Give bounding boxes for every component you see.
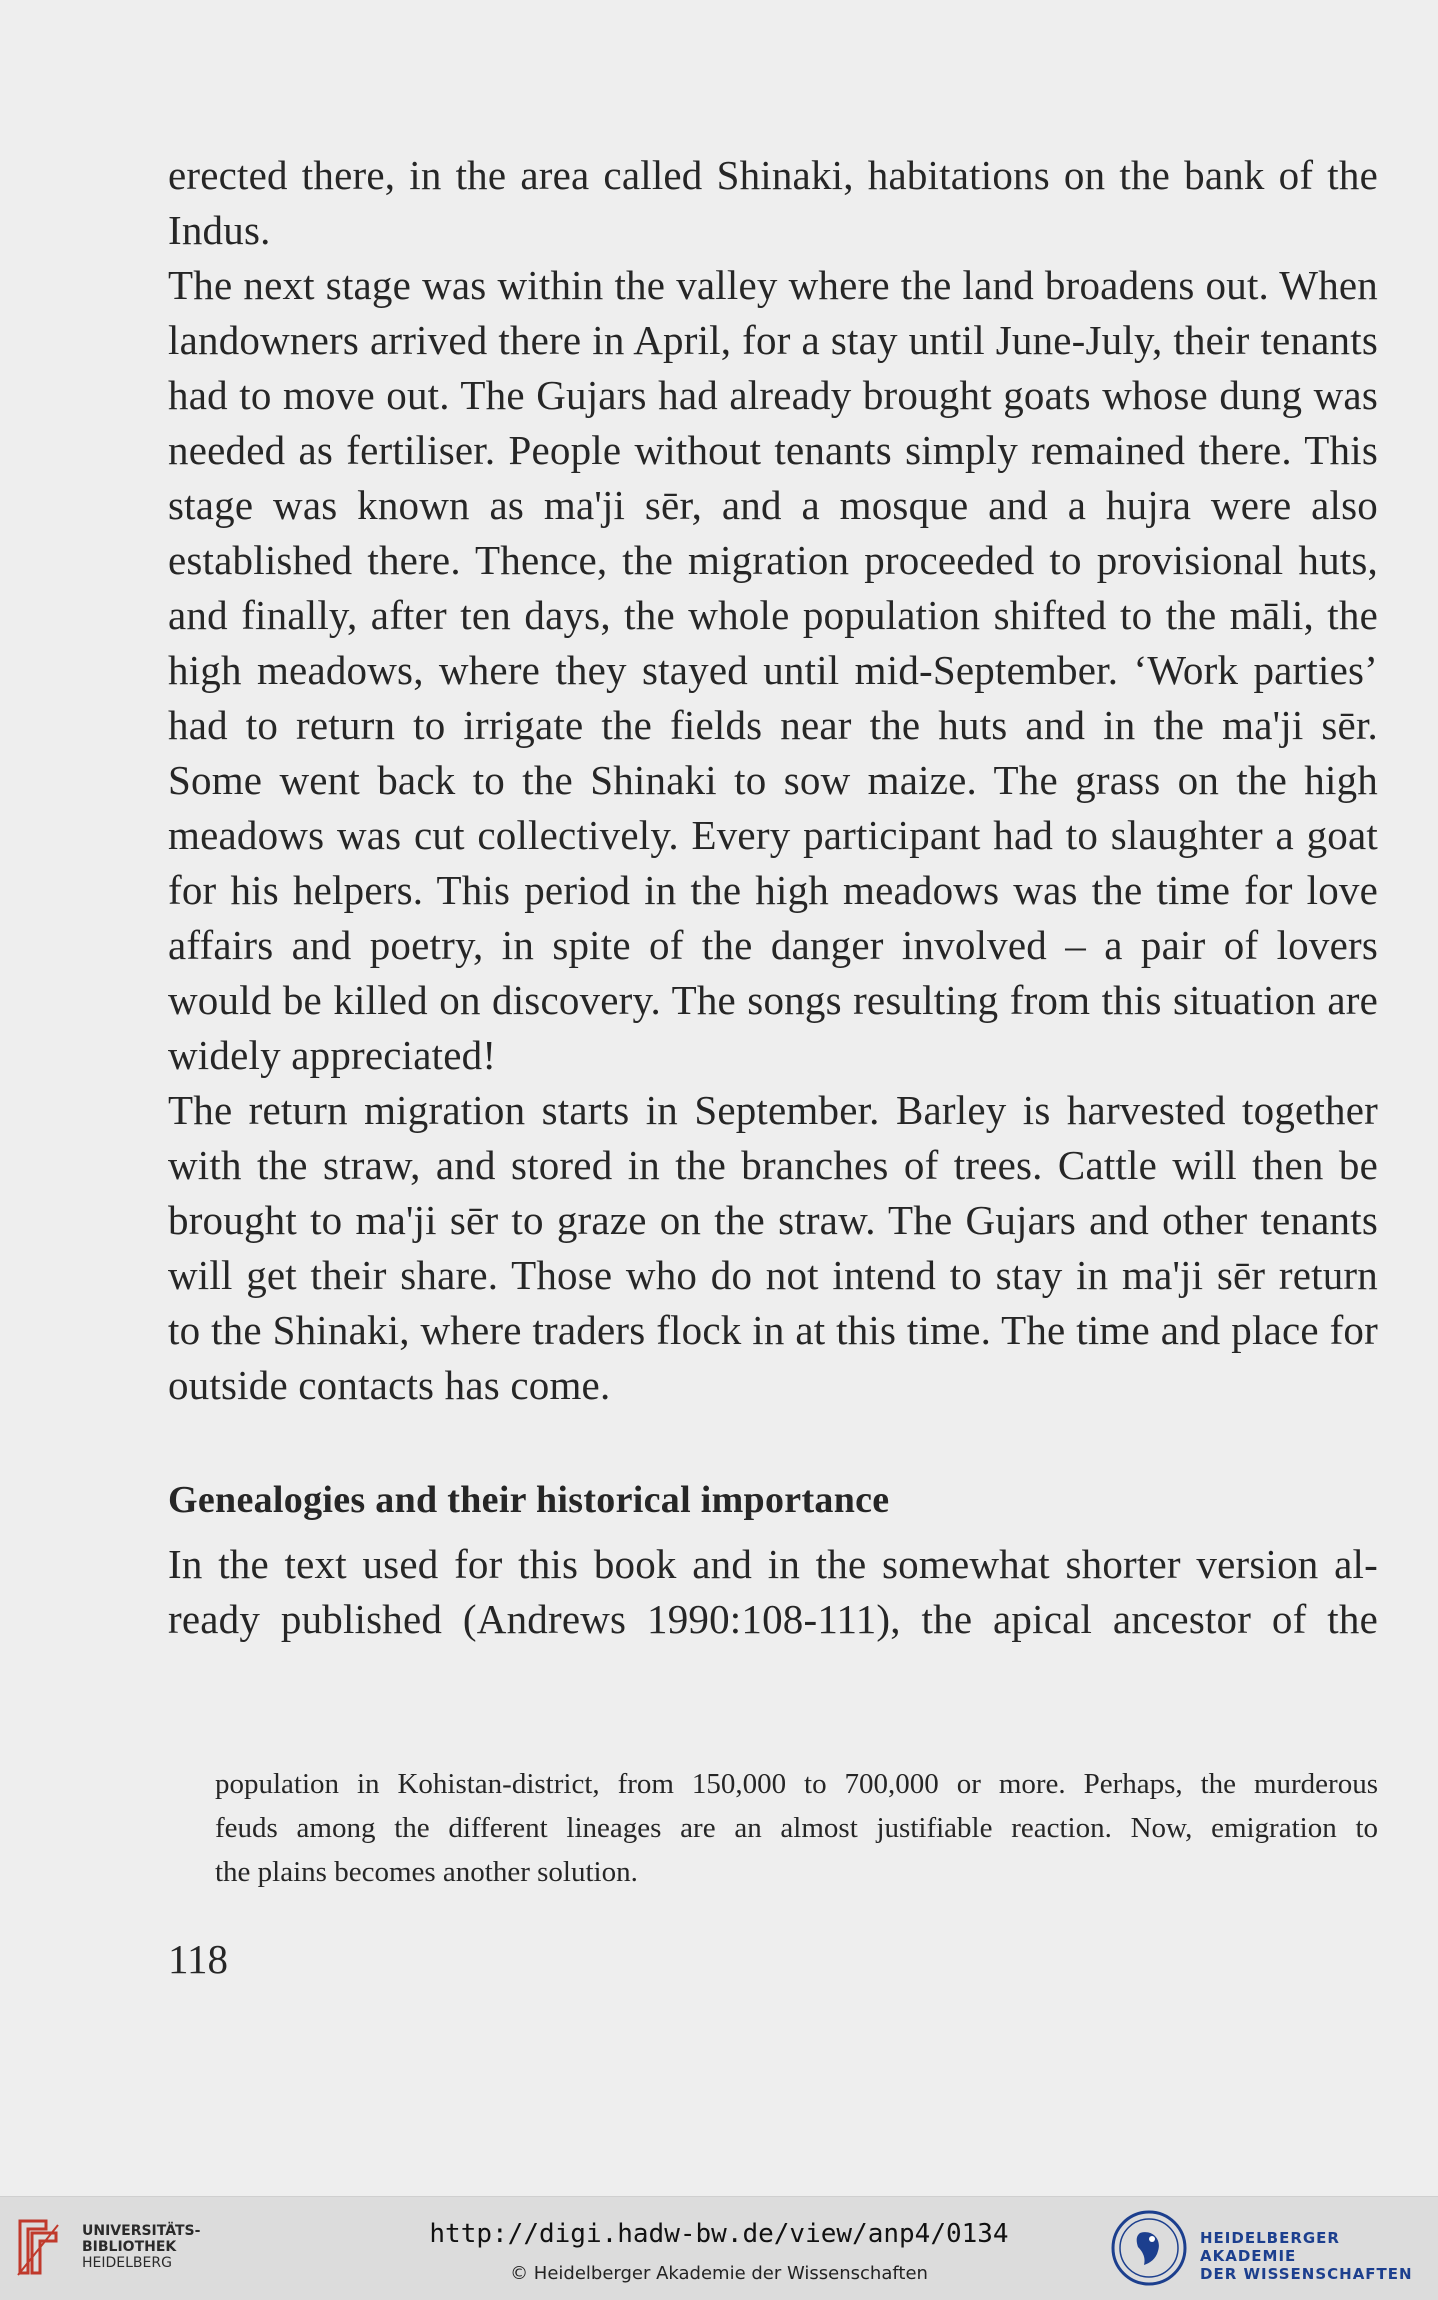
body-line: The next stage was within the valley where the land broadens out. When <box>168 262 1378 308</box>
body-line: Some went back to the Shinaki to sow maize. The grass on the high <box>168 757 1378 803</box>
body-line: erected there, in the area called Shinaki, habitations on the bank of the <box>168 152 1378 198</box>
footnote <box>215 1762 1378 1894</box>
academy-name-line: HEIDELBERGER AKADEMIE <box>1200 2229 1340 2265</box>
body-line: landowners arrived there in April, for a stay until June-July, their tenants <box>168 317 1378 363</box>
body-line: ready published (Andrews 1990:108-111), the apical ancestor of the <box>168 1596 1378 1642</box>
footnote-line: population in Kohistan-district, from 150,000 to 700,000 or more. Perhaps, the murderous <box>215 1768 1378 1800</box>
academy-name <box>1200 2229 1438 2283</box>
body-line: with the straw, and stored in the branches of trees. Cattle will then be <box>168 1142 1378 1188</box>
copyright-notice: © Heidelberger Akademie der Wissenschaften <box>510 2263 928 2284</box>
footnote-line: feuds among the different lineages are an almost justifiable reaction. Now, emigration to <box>215 1812 1378 1844</box>
second-paragraph <box>168 1537 1378 1647</box>
body-line: high meadows, where they stayed until mid-September. ‘Work parties’ <box>168 647 1378 693</box>
body-line: and finally, after ten days, the whole population shifted to the māli, the <box>168 592 1378 638</box>
body-line: brought to ma'ji sēr to graze on the straw. The Gujars and other tenants <box>168 1197 1378 1243</box>
body-line: for his helpers. This period in the high meadows was the time for love <box>168 867 1378 913</box>
body-line: meadows was cut collectively. Every participant had to slaughter a goat <box>168 812 1378 858</box>
library-name-line: HEIDELBERG <box>82 2255 172 2271</box>
body-line: had to move out. The Gujars had already brought goats whose dung was <box>168 372 1378 418</box>
body-line: widely appreciated! <box>168 1032 497 1078</box>
library-name-line: UNIVERSITÄTS- <box>82 2223 201 2239</box>
footnote-line: the plains becomes another solution. <box>215 1856 638 1888</box>
body-line: The return migration starts in September. Barley is harvested together <box>168 1087 1378 1133</box>
body-line: Indus. <box>168 207 271 253</box>
page-url-link[interactable]: http://digi.hadw-bw.de/view/anp4/0134 <box>429 2219 1009 2249</box>
section-heading: Genealogies and their historical importance <box>168 1479 890 1521</box>
body-line: established there. Thence, the migration proceeded to provisional huts, <box>168 537 1378 583</box>
body-line: needed as fertiliser. People without tenants simply remained there. This <box>168 427 1378 473</box>
library-name-line: BIBLIOTHEK <box>82 2239 177 2255</box>
body-line: affairs and poetry, in spite of the danger involved – a pair of lovers <box>168 922 1378 968</box>
body-line: had to return to irrigate the fields near the huts and in the ma'ji sēr. <box>168 702 1378 748</box>
academy-name-line: DER WISSENSCHAFTEN <box>1200 2265 1413 2283</box>
page-number: 118 <box>168 1936 228 1982</box>
viewer-footer <box>0 2196 1438 2300</box>
academy-seal-icon[interactable] <box>1110 2209 1188 2287</box>
body-line: outside contacts has come. <box>168 1362 611 1408</box>
main-paragraphs <box>168 148 1378 1413</box>
body-line: In the text used for this book and in the somewhat shorter version al- <box>168 1541 1378 1587</box>
body-line: to the Shinaki, where traders flock in at this time. The time and place for <box>168 1307 1378 1353</box>
body-line: would be killed on discovery. The songs resulting from this situation are <box>168 977 1378 1023</box>
body-line: will get their share. Those who do not intend to stay in ma'ji sēr return <box>168 1252 1378 1298</box>
body-line: stage was known as ma'ji sēr, and a mosque and a hujra were also <box>168 482 1378 528</box>
